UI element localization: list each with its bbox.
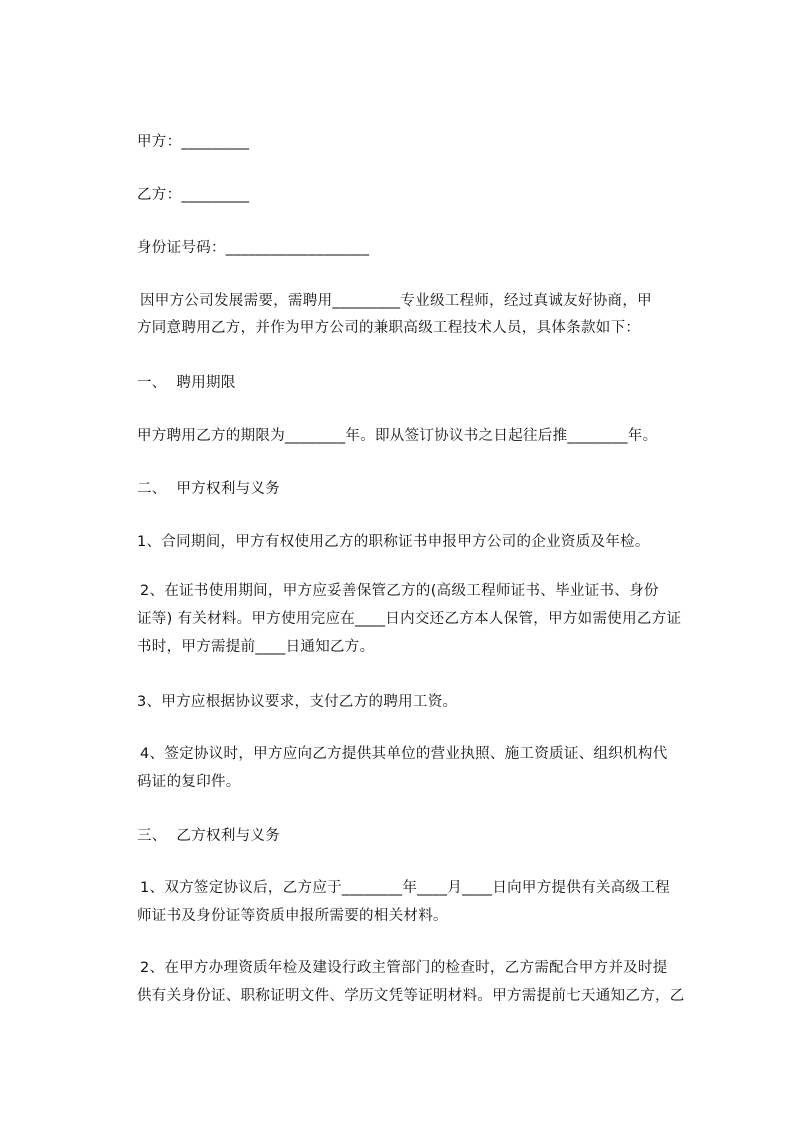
section2-item-2-line-2: 证等) 有关材料。甲方使用完应在____日内交还乙方本人保管，甲方如需使用乙方证 xyxy=(137,611,682,627)
party-a-line: 甲方：_________ xyxy=(137,134,250,150)
section3-item-1-line-1: 1、双方签定协议后，乙方应于________年____月____日向甲方提供有关高级工程 xyxy=(140,880,670,896)
section2-item-4-line-2: 码证的复印件。 xyxy=(137,774,241,790)
party-b-line: 乙方：_________ xyxy=(137,187,250,203)
section3-item-2-line-1: 2、在甲方办理资质年检及建设行政主管部门的检查时，乙方需配合甲方并及时提 xyxy=(140,960,668,976)
section2-heading: 二、 甲方权利与义务 xyxy=(137,481,281,497)
section1-body: 甲方聘用乙方的期限为________年。即从签订协议书之日起往后推________年。 xyxy=(137,428,658,444)
section3-heading: 三、 乙方权利与义务 xyxy=(137,828,281,844)
section2-item-3: 3、甲方应根据协议要求，支付乙方的聘用工资。 xyxy=(137,694,458,710)
section2-item-4-line-1: 4、签定协议时，甲方应向乙方提供其单位的营业执照、施工资质证、组织机构代 xyxy=(140,746,668,762)
section3-item-1-line-2: 师证书及身份证等资质申报所需要的相关材料。 xyxy=(137,908,448,924)
section2-item-2-line-3: 书时，甲方需提前____日通知乙方。 xyxy=(137,639,375,655)
section3-item-2-line-2: 供有关身份证、职称证明文件、学历文凭等证明材料。甲方需提前七天通知乙方，乙 xyxy=(137,988,685,1004)
section2-item-2-line-1: 2、在证书使用期间，甲方应妥善保管乙方的(高级工程师证书、毕业证书、身份 xyxy=(140,583,659,599)
intro-paragraph-line-2: 方同意聘用乙方，并作为甲方公司的兼职高级工程技术人员，具体条款如下： xyxy=(137,320,641,336)
section2-item-1: 1、合同期间，甲方有权使用乙方的职称证书申报甲方公司的企业资质及年检。 xyxy=(137,534,650,550)
id-number-line: 身份证号码：___________________ xyxy=(137,240,370,256)
section1-heading: 一、 聘用期限 xyxy=(137,375,236,391)
intro-paragraph-line-1: 因甲方公司发展需要，需聘用_________专业级工程师，经过真诚友好协商，甲 xyxy=(140,293,652,309)
